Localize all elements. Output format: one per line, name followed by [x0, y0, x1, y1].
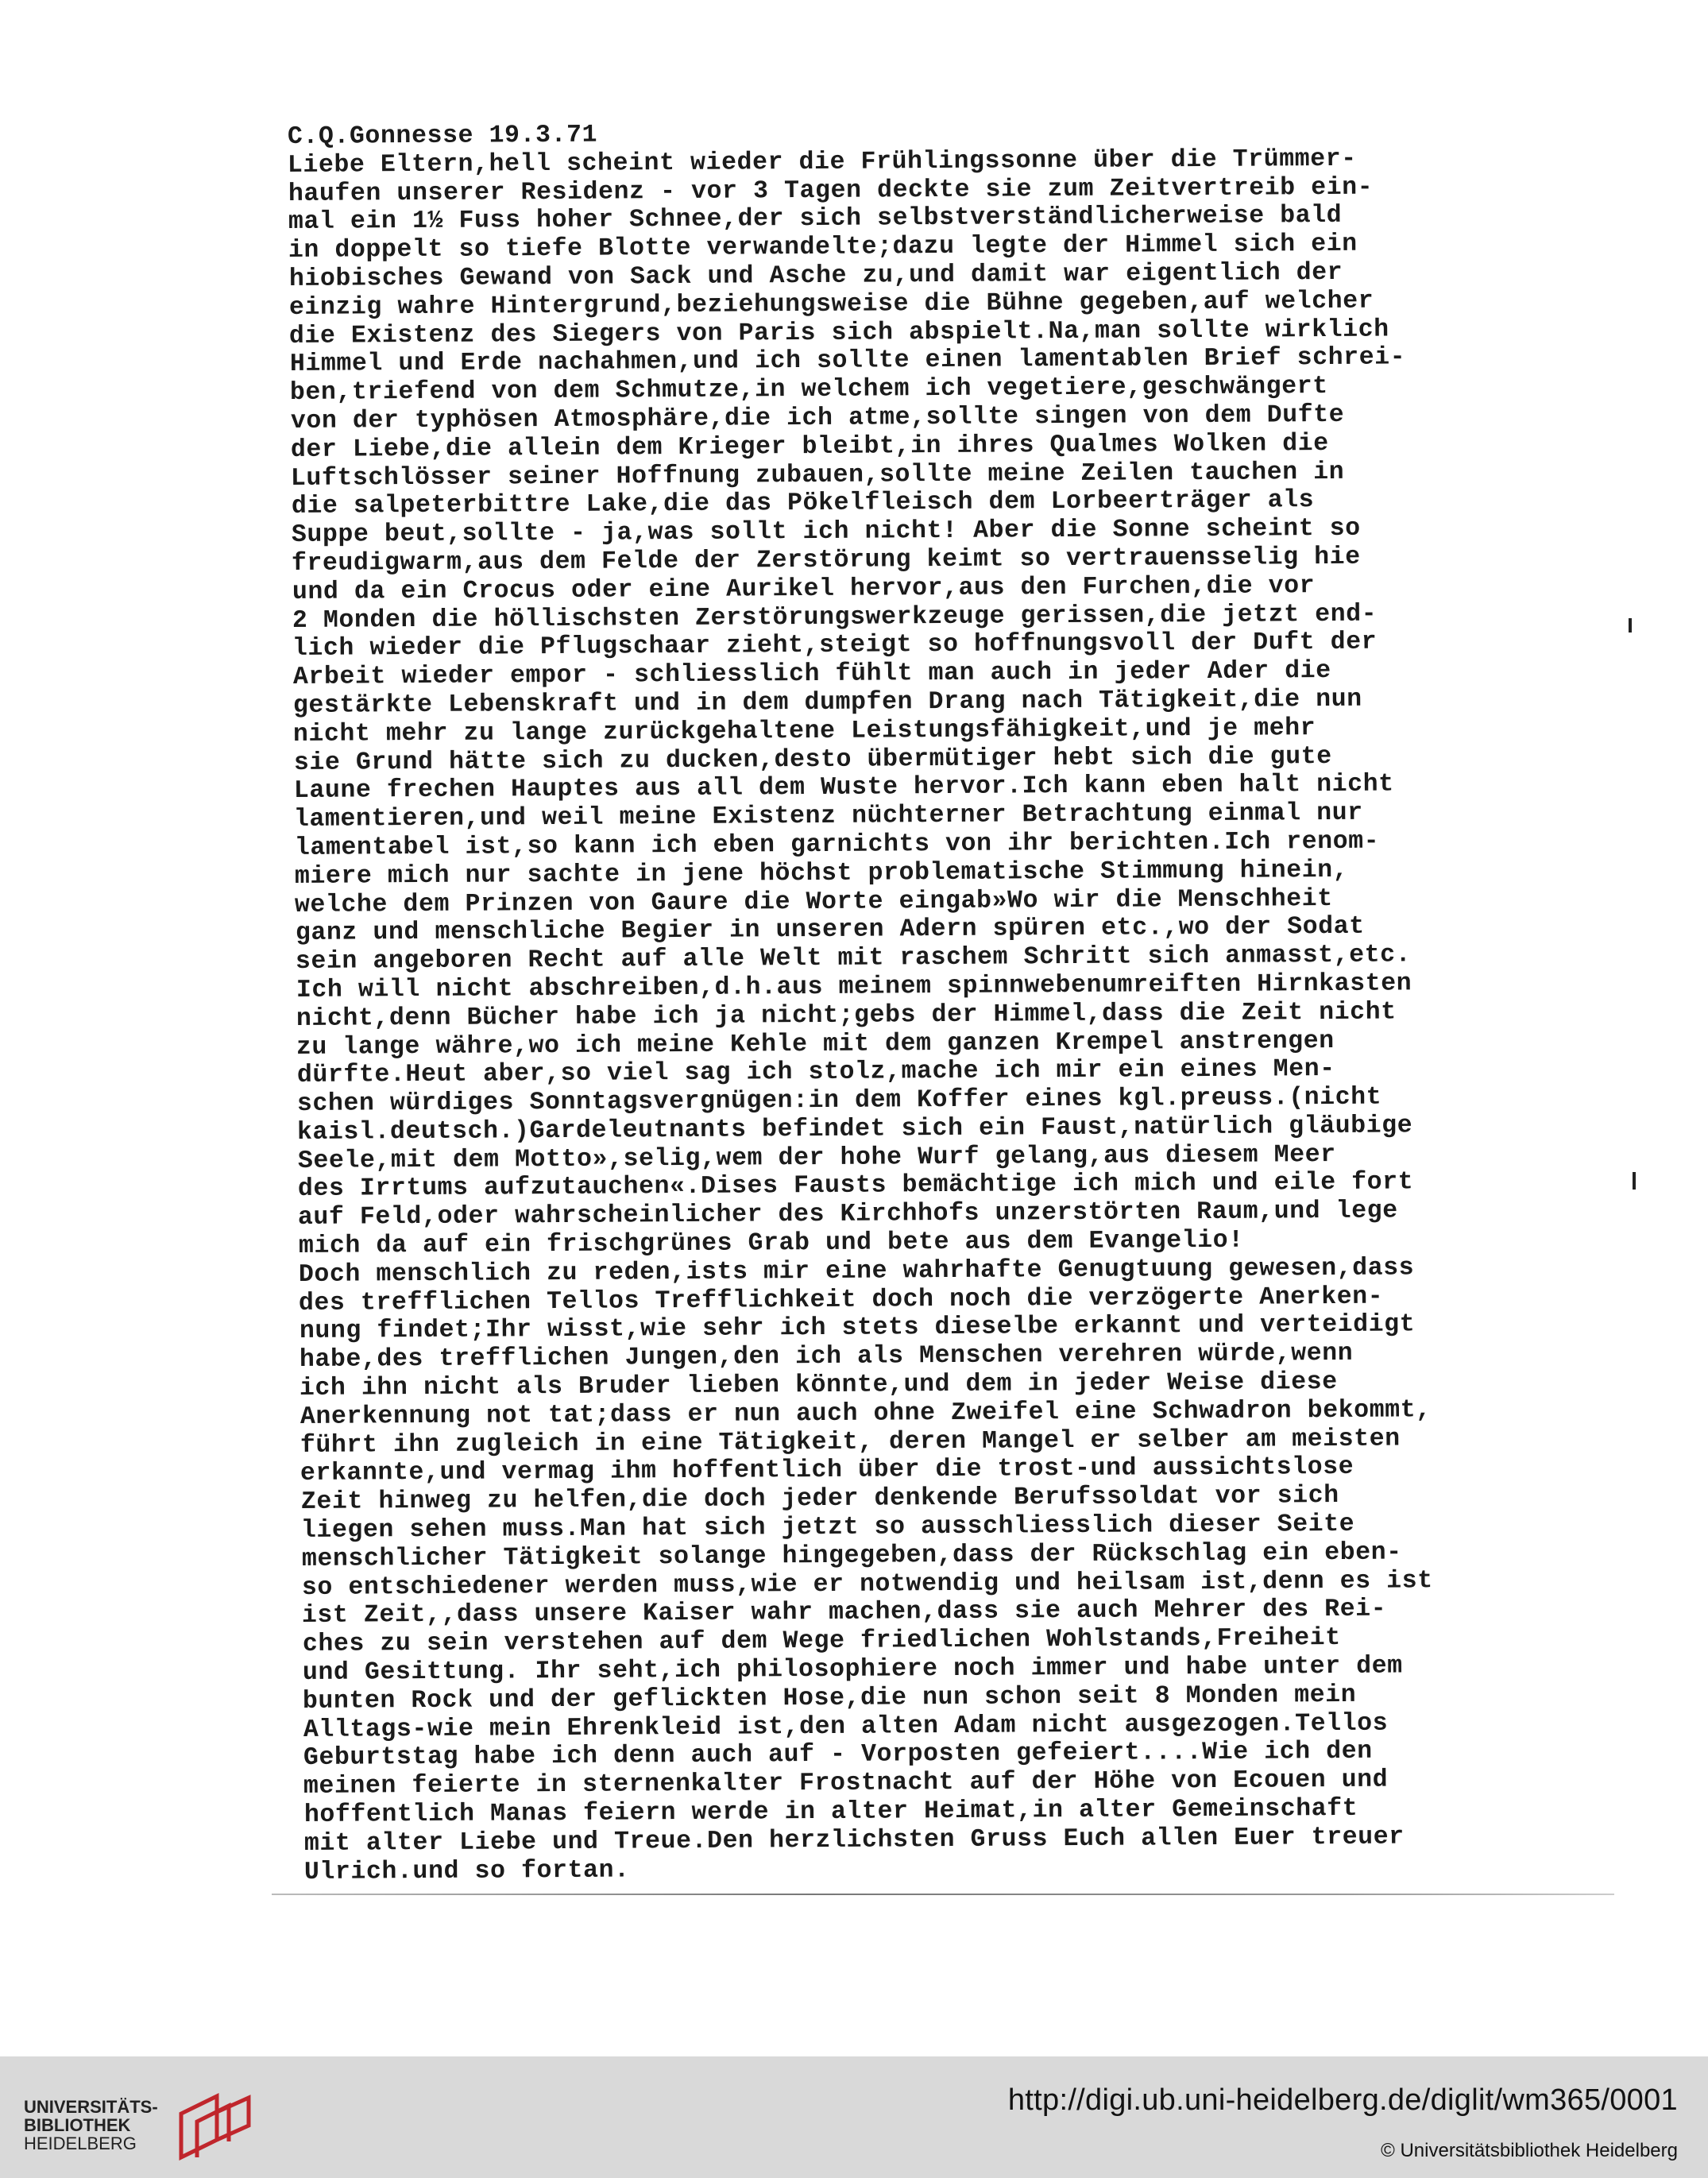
- library-logo[interactable]: [24, 2090, 262, 2161]
- copyright-notice: © Universitätsbibliothek Heidelberg: [1381, 2140, 1678, 2161]
- letter-line: von der typhösen Atmosphäre,die ich atme,sollte singen von dem Dufte: [290, 400, 1344, 435]
- letter-line: führt ihn zugleich in eine Tätigkeit, deren Mangel er selber am meisten: [299, 1425, 1401, 1460]
- letter-line: welche dem Prinzen von Gaure die Worte eingab»Wo wir die Menschheit: [295, 884, 1334, 919]
- letter-line: und Gesittung. Ihr seht,ich philosophiere noch immer und habe unter dem: [302, 1652, 1403, 1688]
- letter-line: des Irrtums aufzutauchen«.Dises Fausts bemächtige ich mich und eile fort: [297, 1168, 1414, 1204]
- letter-line: Doch menschlich zu reden,ists mir eine wahrhafte Genugtuung gewesen,dass: [298, 1254, 1415, 1289]
- letter-line: der Liebe,die allein dem Krieger bleibt,in ihres Qualmes Wolken die: [290, 429, 1329, 464]
- letter-line: mit alter Liebe und Treue.Den herzlichsten Gruss Euch allen Euer treuer: [303, 1823, 1405, 1858]
- letter-line: Ulrich.und so fortan.: [304, 1856, 631, 1886]
- letter-line: ben,triefend von dem Schmutze,in welchem ich vegetiere,geschwängert: [290, 373, 1328, 408]
- letter-line: C.Q.Gonnesse 19.3.71: [287, 121, 598, 151]
- letter-line: ich ihn nicht als Bruder lieben könnte,und dem in jeder Weise diese: [299, 1368, 1339, 1403]
- letter-line: auf Feld,oder wahrscheinlicher des Kirchhofs unzerstörten Raum,und lege: [298, 1197, 1399, 1232]
- letter-line: Seele,mit dem Motto»,selig,wem der hohe Wurf gelang,aus diesem Meer: [297, 1140, 1336, 1175]
- letter-line: habe,des trefflichen Jungen,den ich als Menschen verehren würde,wenn: [299, 1340, 1354, 1375]
- margin-mark: [1633, 1172, 1636, 1190]
- letter-line: dürfte.Heut aber,so viel sag ich stolz,mache ich mir ein eines Men-: [296, 1055, 1335, 1090]
- letter-line: schen würdiges Sonntagsvergnügen:in dem Koffer eines kgl.preuss.(nicht: [296, 1083, 1382, 1119]
- letter-line: haufen unserer Residenz - vor 3 Tagen deckte sie zum Zeitvertreib ein-: [288, 173, 1373, 208]
- letter-line: Alltags-wie mein Ehrenkleid ist,den alten Adam nicht ausgezogen.Tellos: [303, 1709, 1388, 1744]
- letter-line: Suppe beut,sollte - ja,was sollt ich nicht! Aber die Sonne scheint so: [291, 514, 1361, 550]
- letter-line: gestärkte Lebenskraft und in dem dumpfen Drang nach Tätigkeit,die nun: [292, 685, 1362, 720]
- letter-line: Geburtstag habe ich denn auch auf - Vorposten gefeiert....Wie ich den: [303, 1738, 1373, 1773]
- footer-bar: [0, 2056, 1708, 2178]
- letter-line: ganz und menschliche Begier in unseren Adern spüren etc.,wo der Sodat: [295, 913, 1365, 948]
- letter-line: nung findet;Ihr wisst,wie sehr ich stets dieselbe erkannt und verteidigt: [299, 1310, 1416, 1346]
- page-bottom-rule: [272, 1894, 1614, 1895]
- letter-line: 2 Monden die höllischsten Zerstörungswerkzeuge gerissen,die jetzt end-: [292, 600, 1378, 635]
- letter-text: [288, 123, 1654, 1886]
- letter-line: kaisl.deutsch.)Gardeleutnants befindet sich ein Faust,natürlich gläubige: [297, 1112, 1413, 1147]
- letter-line: mal ein 1½ Fuss hoher Schnee,der sich selbstverständlicherweise bald: [288, 202, 1343, 237]
- letter-line: zu lange währe,wo ich meine Kehle mit dem ganzen Krempel anstrengen: [296, 1027, 1335, 1062]
- logo-line-2: BIBLIOTHEK: [24, 2115, 131, 2135]
- letter-line: einzig wahre Hintergrund,beziehungsweise die Bühne gegeben,auf welcher: [288, 287, 1374, 322]
- letter-line: so entschiedener werden muss,wie er notwendig und heilsam ist,denn es ist: [301, 1566, 1433, 1602]
- margin-mark: [1629, 618, 1632, 633]
- letter-line: erkannte,und vermag ihm hoffentlich über die trost-und aussichtslose: [300, 1453, 1354, 1488]
- letter-line: nicht mehr zu lange zurückgehaltene Leistungsfähigkeit,und je mehr: [293, 714, 1316, 749]
- letter-line: meinen feierte in sternenkalter Frostnacht auf der Höhe von Ecouen und: [303, 1766, 1389, 1801]
- logo-line-3: HEIDELBERG: [24, 2134, 137, 2153]
- letter-line: nicht,denn Bücher habe ich ja nicht;gebs der Himmel,dass die Zeit nicht: [296, 998, 1397, 1033]
- letter-line: die Existenz des Siegers von Paris sich abspielt.Na,man sollte wirklich: [289, 315, 1390, 350]
- letter-line: und da ein Crocus oder eine Aurikel hervor,aus den Furchen,die vor: [292, 571, 1315, 606]
- letter-line: Arbeit wieder empor - schliesslich fühlt man auch in jeder Ader die: [292, 657, 1331, 692]
- letter-line: Luftschlösser seiner Hoffnung zubauen,sollte meine Zeilen tauchen in: [291, 458, 1345, 493]
- letter-line: des trefflichen Tellos Trefflichkeit doch noch die verzögerte Anerken-: [299, 1282, 1384, 1317]
- letter-line: Himmel und Erde nachahmen,und ich sollte einen lamentablen Brief schrei-: [289, 343, 1406, 379]
- letter-line: mich da auf ein frischgrünes Grab und bete aus dem Evangelio!: [298, 1226, 1244, 1261]
- letter-line: menschlicher Tätigkeit solange hingegeben,dass der Rückschlag ein eben-: [301, 1538, 1402, 1573]
- logo-text: [24, 2098, 158, 2153]
- letter-line: hiobisches Gewand von Sack und Asche zu,und damit war eigentlich der: [288, 258, 1343, 293]
- letter-line: lamentabel ist,so kann ich eben garnichts von ihr berichten.Ich renom-: [294, 827, 1380, 862]
- letter-line: lich wieder die Pflugschaar zieht,steigt so hoffnungsvoll der Duft der: [292, 629, 1378, 663]
- letter-line: sein angeboren Recht auf alle Welt mit raschem Schritt sich anmasst,etc.: [296, 941, 1412, 977]
- letter-line: in doppelt so tiefe Blotte verwandelte;dazu legte der Himmel sich ein: [288, 230, 1358, 265]
- library-books-icon: [173, 2090, 261, 2161]
- letter-line: ches zu sein verstehen auf dem Wege friedlichen Wohlstands,Freiheit: [302, 1624, 1341, 1659]
- permalink-url[interactable]: http://digi.ub.uni-heidelberg.de/diglit/wm365/0001: [1007, 2083, 1678, 2117]
- letter-line: freudigwarm,aus dem Felde der Zerstörung keimt so vertrauensselig hie: [292, 543, 1362, 578]
- letter-line: sie Grund hätte sich zu ducken,desto übermütiger hebt sich die gute: [293, 742, 1332, 777]
- letter-line: Zeit hinweg zu helfen,die doch jeder denkende Berufssoldat vor sich: [300, 1482, 1339, 1517]
- letter-line: bunten Rock und der geflickten Hose,die nun schon seit 8 Monden mein: [303, 1681, 1357, 1716]
- letter-line: lamentieren,und weil meine Existenz nüchterner Betrachtung einmal nur: [294, 799, 1364, 834]
- letter-line: Liebe Eltern,hell scheint wieder die Frühlingssonne über die Trümmer-: [288, 145, 1358, 180]
- letter-line: ist Zeit,,dass unsere Kaiser wahr machen,dass sie auch Mehrer des Rei-: [302, 1596, 1387, 1631]
- letter-line: Laune frechen Hauptes aus all dem Wuste hervor.Ich kann eben halt nicht: [293, 770, 1394, 806]
- logo-line-1: UNIVERSITÄTS-: [24, 2097, 158, 2117]
- letter-line: Ich will nicht abschreiben,d.h.aus meinem spinnwebenumreiften Hirnkasten: [296, 969, 1412, 1004]
- letter-line: miere mich nur sachte in jene höchst problematische Stimmung hinein,: [294, 856, 1349, 891]
- letter-line: Anerkennung not tat;dass er nun auch ohne Zweifel eine Schwadron bekommt,: [299, 1396, 1432, 1431]
- letter-line: liegen sehen muss.Man hat sich jetzt so ausschliesslich dieser Seite: [301, 1510, 1355, 1545]
- letter-line: hoffentlich Manas feiern werde in alter Heimat,in alter Gemeinschaft: [303, 1794, 1358, 1830]
- letter-line: die salpeterbittre Lake,die das Pökelfleisch dem Lorbeerträger als: [291, 486, 1314, 521]
